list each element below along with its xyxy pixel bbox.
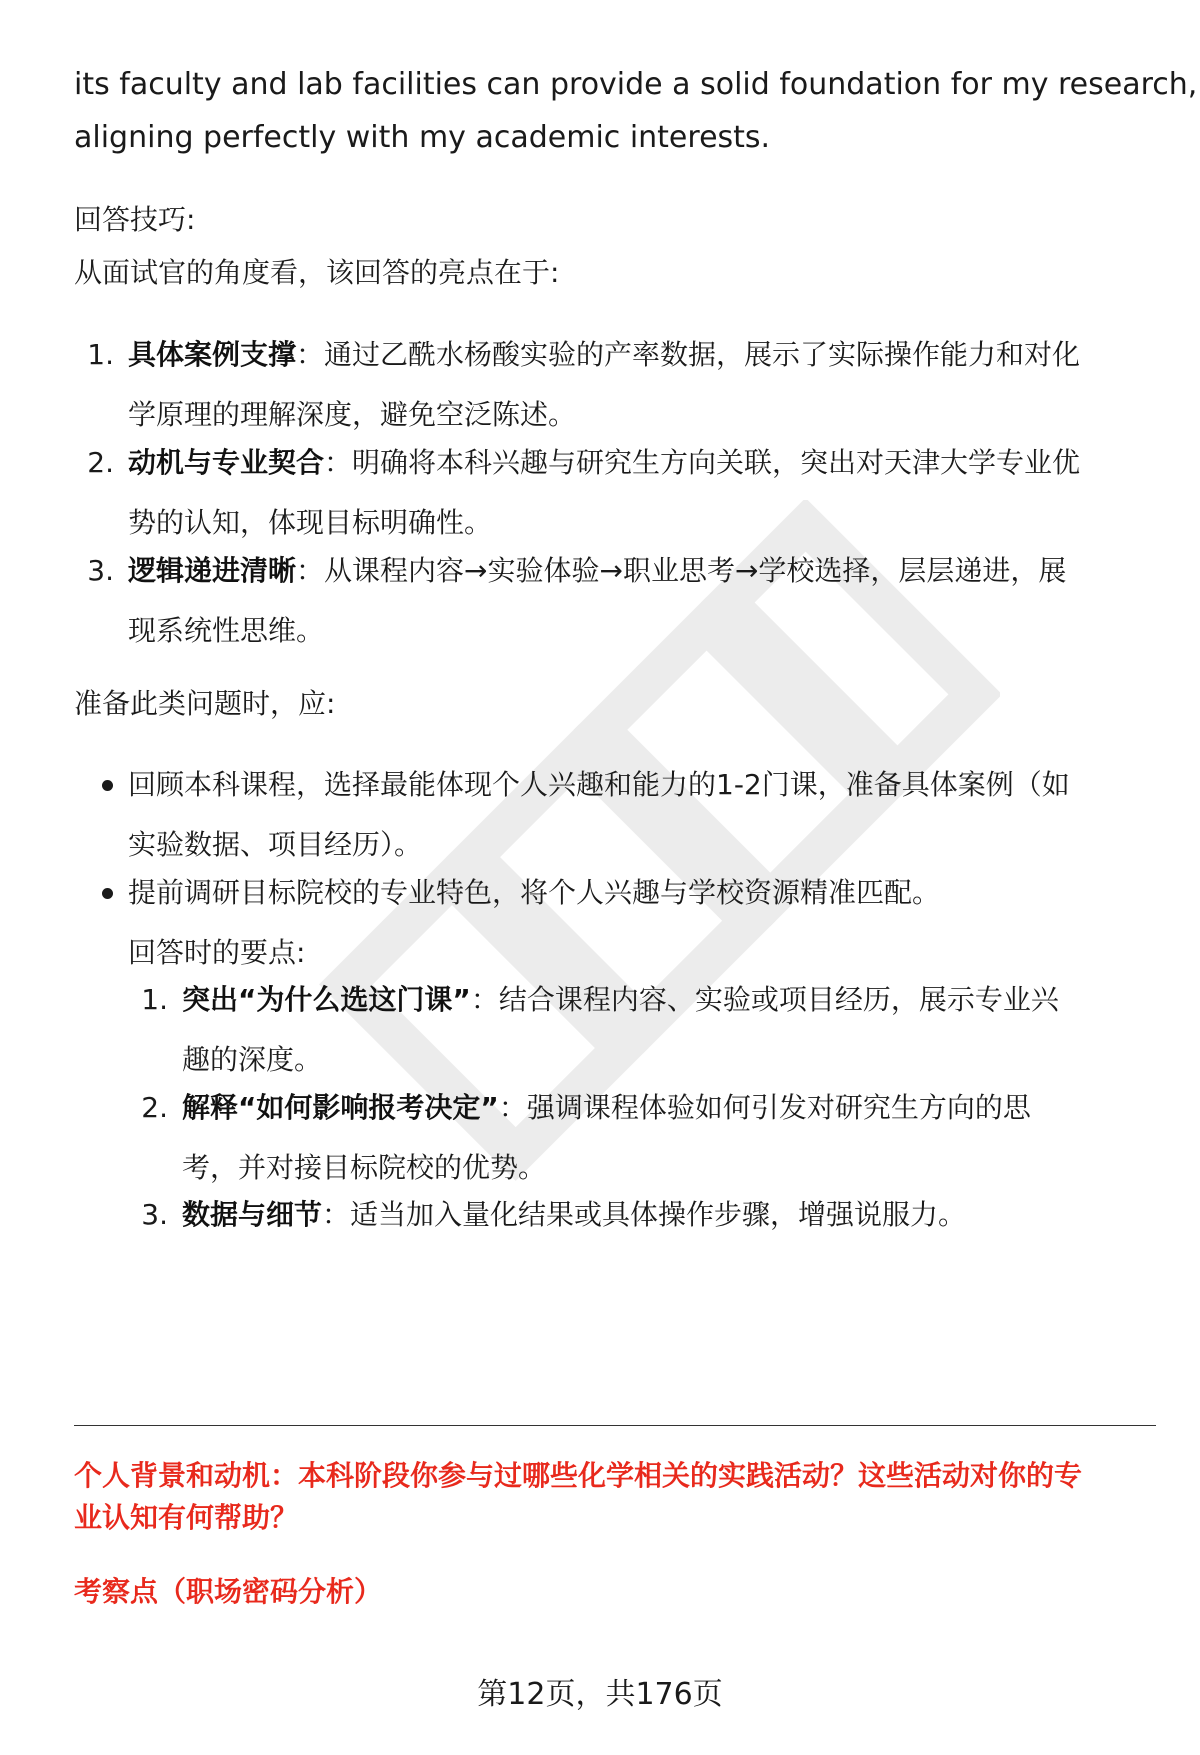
next-subhead: 考察点（职场密码分析） [74,1575,383,1608]
next-question: 个人背景和动机：本科阶段你参与过哪些化学相关的实践活动？这些活动对你的专 业认知有何帮助？ [74,1459,1083,1534]
interviewer-view: 从面试官的角度看，该回答的亮点在于: [74,256,560,289]
key-point-title: 突出“为什么选这门课” [182,983,471,1016]
key-point-title: 数据与细节 [182,1198,323,1231]
bullet-dot-icon [102,780,113,791]
highlight-title: 动机与专业契合 [128,446,325,479]
tips-heading: 回答技巧: [74,203,196,236]
highlight-title: 逻辑递进清晰 [128,554,297,587]
list-number: 3. [141,1198,168,1231]
key-point-title: 解释“如何影响报考决定” [182,1091,499,1124]
page-footer: 第12页，共176页 [477,1677,723,1712]
list-number: 1. [87,338,114,371]
section-divider [74,1425,1156,1426]
highlight-title: 具体案例支撑 [128,338,297,371]
list-number: 3. [87,554,114,587]
intro-line-2: aligning perfectly with my academic interests. [74,120,771,155]
prepare-heading: 准备此类问题时，应: [74,687,336,720]
bullet-dot-icon [102,888,113,899]
intro-line-1: its faculty and lab facilities can provide a solid foundation for my research, [74,67,1198,102]
list-number: 1. [141,983,168,1016]
list-number: 2. [87,446,114,479]
list-number: 2. [141,1091,168,1124]
